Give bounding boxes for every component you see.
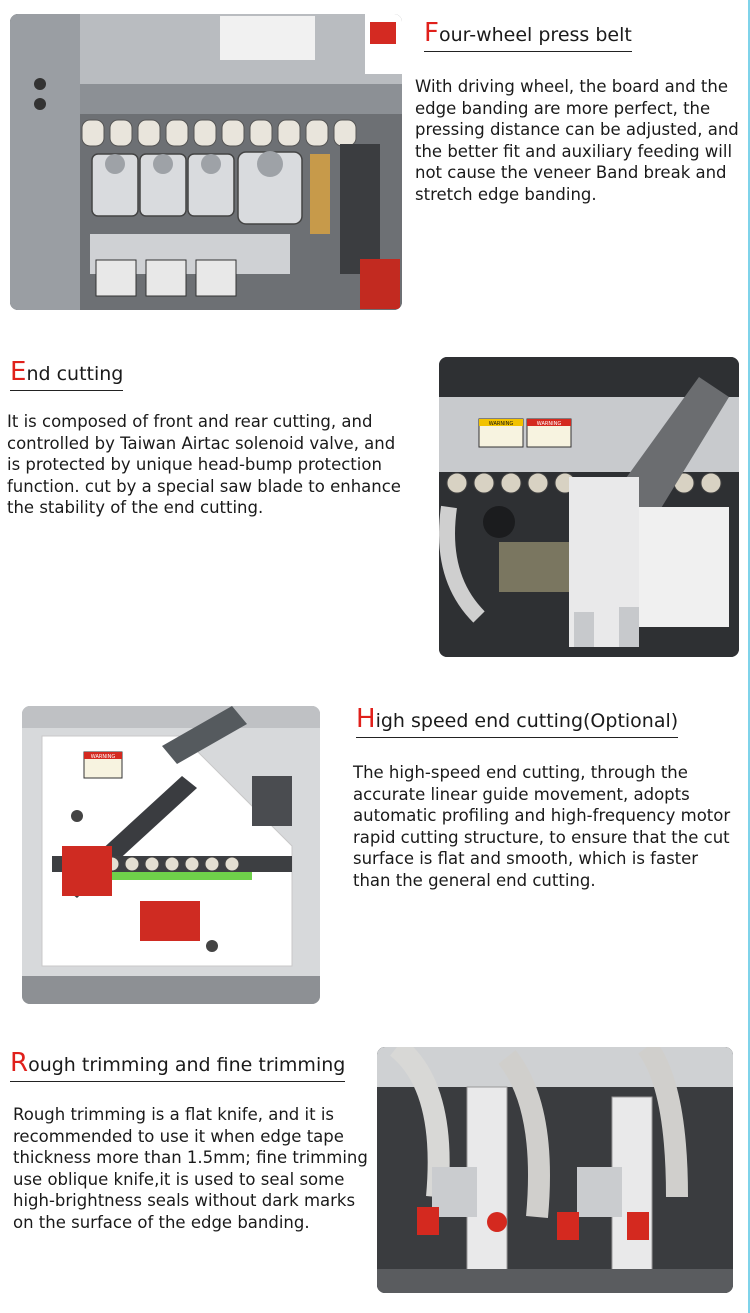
warning-label: WARNING (536, 421, 562, 427)
heading-initial: E (10, 357, 27, 387)
end-cutting-photo (439, 357, 739, 657)
high-speed-heading (356, 704, 678, 738)
high-speed-illustration (22, 706, 320, 1004)
high-speed-cutting-photo (22, 706, 320, 1004)
four-wheel-heading (424, 18, 632, 52)
end-cutting-heading (10, 357, 123, 391)
heading-rest: igh speed end cutting(Optional) (375, 710, 679, 732)
heading-rest: our-wheel press belt (438, 24, 632, 46)
heading-initial: R (10, 1048, 29, 1078)
trimming-description: Rough trimming is a flat knife, and it is recommended to use it when edge tape thickness more than 1.5mm; fine trimming use oblique knife,it is used to seal some high-brightness seals without dark marks on the surface of the edge banding. (13, 1105, 368, 1232)
heading-initial: F (424, 18, 439, 48)
trimming-heading (10, 1048, 345, 1082)
trimming-photo (377, 1047, 733, 1293)
end-cutting-description: It is composed of front and rear cutting, and controlled by Taiwan Airtac solenoid valve, and is protected by unique head-bump protection function. cut by a special saw blade to enhance the stability of the end cutting. (7, 412, 401, 518)
trimming-illustration (377, 1047, 733, 1293)
heading-rest: ough trimming and fine trimming (28, 1054, 346, 1076)
four-wheel-description: With driving wheel, the board and the edge banding are more perfect, the pressing distance can be adjusted, and the better fit and auxiliary feeding will not cause the veneer Band break and stretch edge banding. (415, 77, 739, 204)
end-cutting-illustration (439, 357, 739, 657)
warning-label: WARNING (488, 421, 514, 427)
warning-label: WARNING (90, 754, 116, 760)
high-speed-description: The high-speed end cutting, through the accurate linear guide movement, adopts automatic profiling and high-frequency motor rapid cutting structure, to ensure that the cut surface is flat and smooth, which is faster than the general end cutting. (353, 763, 731, 890)
four-wheel-press-photo (10, 14, 402, 310)
heading-rest: nd cutting (26, 363, 124, 385)
heading-initial: H (356, 704, 376, 734)
press-wheel-illustration (10, 14, 402, 310)
